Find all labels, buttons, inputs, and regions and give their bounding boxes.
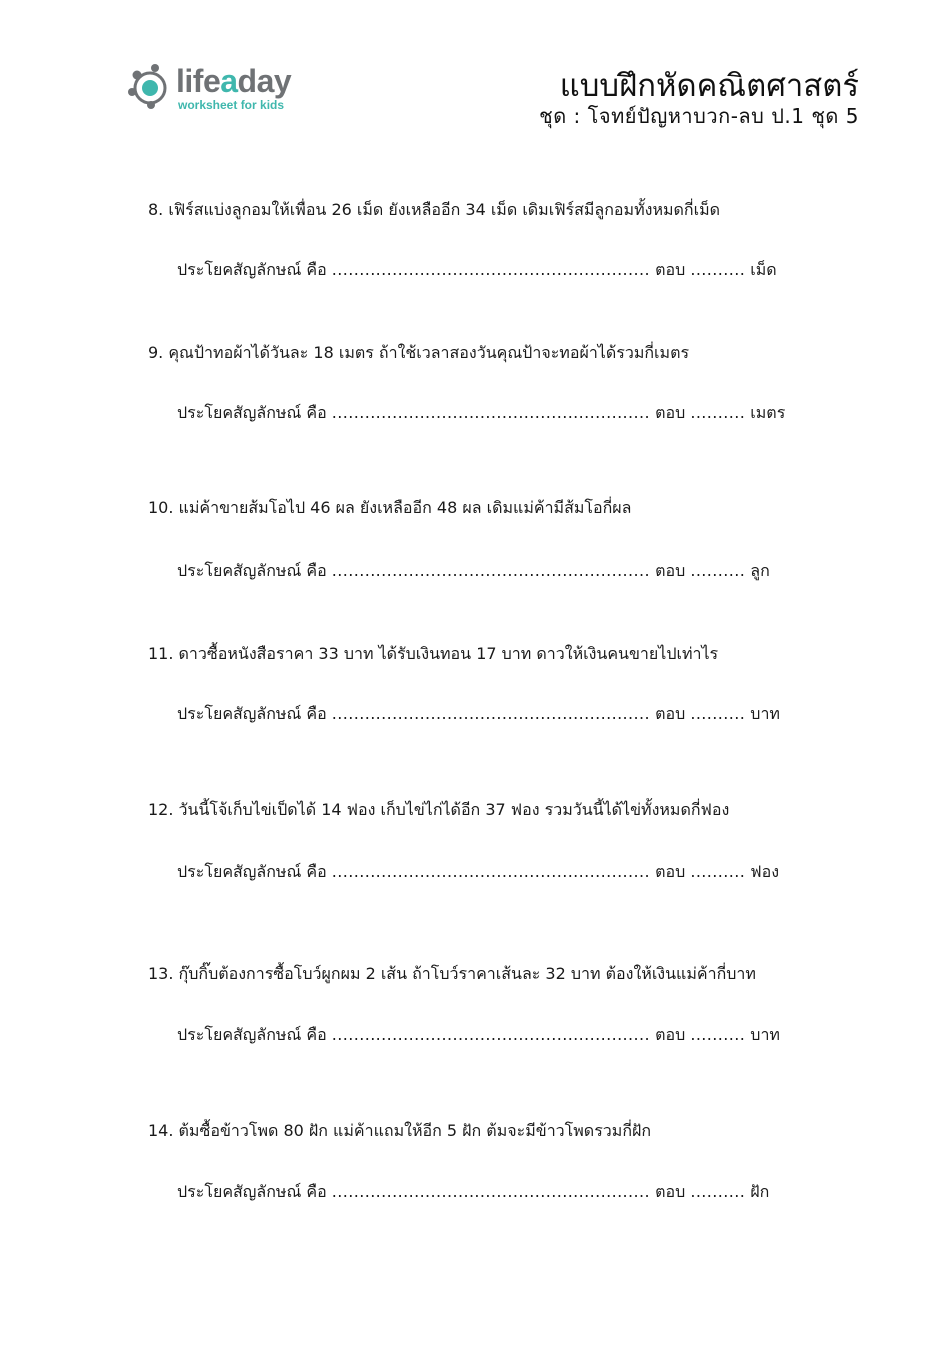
answer-label: ตอบ bbox=[655, 704, 686, 723]
answer-line bbox=[177, 862, 779, 882]
answer-line bbox=[177, 1025, 780, 1045]
sentence-label: ประโยคสัญลักษณ์ คือ bbox=[177, 403, 327, 422]
page-title: แบบฝึกหัดคณิตศาสตร์ bbox=[559, 68, 859, 104]
sentence-blank[interactable]: .......................................................... bbox=[331, 704, 650, 723]
answer-line bbox=[177, 260, 777, 280]
answer-blank[interactable]: .......... bbox=[690, 260, 746, 279]
answer-blank[interactable]: .......... bbox=[690, 1025, 746, 1044]
brand-tagline: worksheet for kids bbox=[178, 98, 285, 112]
problem-text: 13. กุ๊บกิ๊บต้องการซื้อโบว์ผูกผม 2 เส้น ถ้าโบว์ราคาเส้นละ 32 บาท ต้องให้เงินแม่ค้ากี่บาท bbox=[148, 964, 756, 983]
page-subtitle: ชุด : โจทย์ปัญหาบวก-ลบ ป.1 ชุด 5 bbox=[539, 104, 859, 128]
answer-line bbox=[177, 403, 785, 423]
sentence-blank[interactable]: .......................................................... bbox=[331, 1025, 650, 1044]
answer-line bbox=[177, 1182, 769, 1202]
problem-text: 8. เฟิร์สแบ่งลูกอมให้เพื่อน 26 เม็ด ยังเหลืออีก 34 เม็ด เดิมเฟิร์สมีลูกอมทั้งหมดกี่เม็ด bbox=[148, 200, 721, 219]
answer-unit: บาท bbox=[750, 704, 780, 723]
molecule-logo-icon bbox=[126, 62, 174, 110]
answer-blank[interactable]: .......... bbox=[690, 403, 746, 422]
answer-line bbox=[177, 561, 770, 581]
sentence-label: ประโยคสัญลักษณ์ คือ bbox=[177, 561, 327, 580]
answer-label: ตอบ bbox=[655, 1025, 686, 1044]
answer-label: ตอบ bbox=[655, 260, 686, 279]
sentence-label: ประโยคสัญลักษณ์ คือ bbox=[177, 704, 327, 723]
brand-logo bbox=[126, 62, 326, 118]
answer-label: ตอบ bbox=[655, 862, 686, 881]
answer-unit: เมตร bbox=[750, 403, 786, 422]
sentence-label: ประโยคสัญลักษณ์ คือ bbox=[177, 260, 327, 279]
answer-blank[interactable]: .......... bbox=[690, 704, 746, 723]
sentence-blank[interactable]: .......................................................... bbox=[331, 403, 650, 422]
problem-text: 12. วันนี้โจ้เก็บไข่เป็ดได้ 14 ฟอง เก็บไข่ไก่ได้อีก 37 ฟอง รวมวันนี้ได้ไข่ทั้งหมดกี่ฟอง bbox=[148, 800, 730, 819]
sentence-label: ประโยคสัญลักษณ์ คือ bbox=[177, 1025, 327, 1044]
brand-name: lifeaday bbox=[176, 63, 292, 99]
sentence-blank[interactable]: .......................................................... bbox=[331, 260, 650, 279]
answer-line bbox=[177, 704, 780, 724]
sentence-blank[interactable]: .......................................................... bbox=[331, 561, 650, 580]
sentence-blank[interactable]: .......................................................... bbox=[331, 1182, 650, 1201]
answer-label: ตอบ bbox=[655, 1182, 686, 1201]
sentence-label: ประโยคสัญลักษณ์ คือ bbox=[177, 862, 327, 881]
problem-text: 11. ดาวซื้อหนังสือราคา 33 บาท ได้รับเงินทอน 17 บาท ดาวให้เงินคนขายไปเท่าไร bbox=[148, 644, 719, 663]
problem-text: 14. ต้มซื้อข้าวโพด 80 ฝัก แม่ค้าแถมให้อีก 5 ฝัก ต้มจะมีข้าวโพดรวมกี่ฝัก bbox=[148, 1121, 652, 1140]
answer-unit: ฝัก bbox=[750, 1182, 770, 1201]
answer-label: ตอบ bbox=[655, 561, 686, 580]
answer-blank[interactable]: .......... bbox=[690, 1182, 746, 1201]
answer-unit: ลูก bbox=[750, 561, 770, 580]
sentence-label: ประโยคสัญลักษณ์ คือ bbox=[177, 1182, 327, 1201]
answer-unit: บาท bbox=[750, 1025, 780, 1044]
answer-label: ตอบ bbox=[655, 403, 686, 422]
answer-blank[interactable]: .......... bbox=[690, 561, 746, 580]
answer-unit: ฟอง bbox=[750, 862, 780, 881]
answer-unit: เม็ด bbox=[750, 260, 777, 279]
problem-text: 10. แม่ค้าขายส้มโอไป 46 ผล ยังเหลืออีก 48 ผล เดิมแม่ค้ามีส้มโอกี่ผล bbox=[148, 498, 632, 517]
answer-blank[interactable]: .......... bbox=[690, 862, 746, 881]
sentence-blank[interactable]: .......................................................... bbox=[331, 862, 650, 881]
problem-text: 9. คุณป้าทอผ้าได้วันละ 18 เมตร ถ้าใช้เวลาสองวันคุณป้าจะทอผ้าได้รวมกี่เมตร bbox=[148, 343, 690, 362]
